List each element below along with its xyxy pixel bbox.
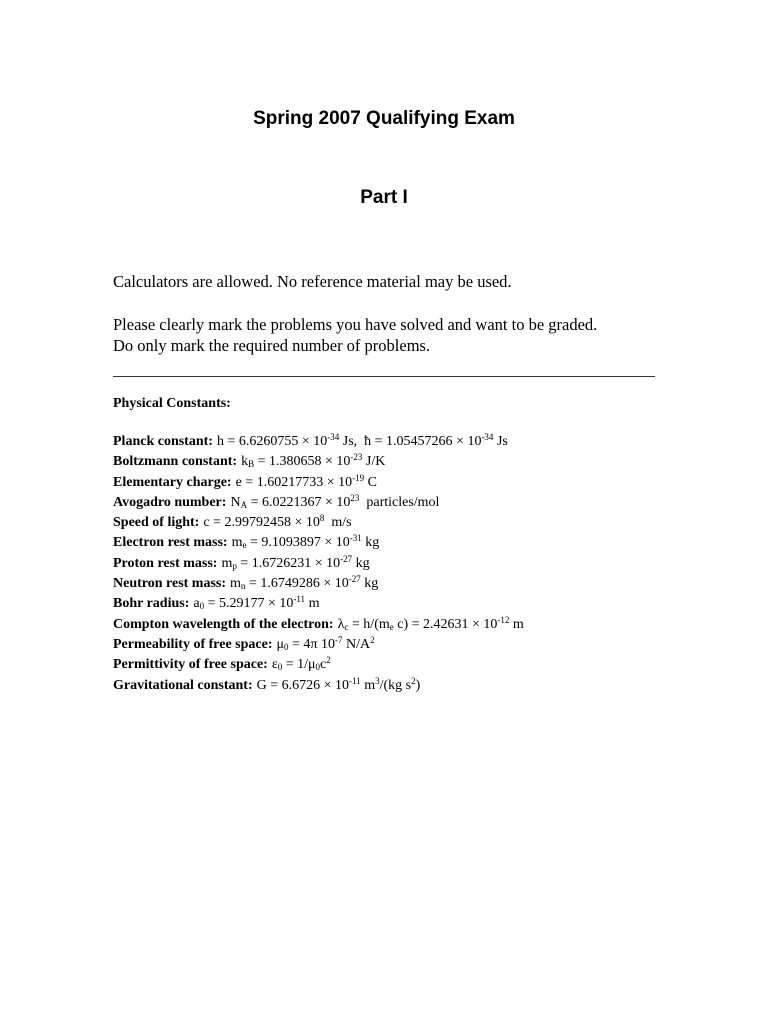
constant-value: $m_n = 1.6749286 \times 10^{-27}$ kg: [230, 574, 379, 592]
constant-label: Electron rest mass:: [113, 535, 228, 551]
constants-heading: Physical Constants:: [113, 396, 231, 411]
constant-label: Permittivity of free space:: [113, 657, 268, 673]
constant-value: $\mu_0 = 4\pi$ $10^{-7}$ $N/A^2$: [276, 634, 375, 652]
instruction-calculators: Calculators are allowed. No reference material may be used.: [113, 272, 512, 291]
constant-row: [113, 452, 673, 472]
constant-value: $G = 6.6726 \times 10^{-11}$ $m^3/(kg$ $s^2$): [256, 675, 421, 693]
constant-value: $m_p = 1.6726231 \times 10^{-27}$ kg: [221, 553, 370, 571]
instruction-mark-problems: Please clearly mark the problems you have solved and want to be graded.: [113, 315, 598, 334]
constant-label: Compton wavelength of the electron:: [113, 616, 334, 632]
constant-row: [113, 554, 673, 574]
constant-label: Elementary charge:: [113, 474, 232, 490]
constant-label: Proton rest mass:: [113, 555, 218, 571]
constant-label: Gravitational constant:: [113, 677, 253, 693]
constant-row: [113, 493, 673, 513]
exam-title: Spring 2007 Qualifying Exam: [253, 108, 515, 129]
constant-row: [113, 635, 673, 655]
constant-label: Boltzmann constant:: [113, 454, 238, 470]
constant-row: [113, 432, 673, 452]
constant-row: [113, 533, 673, 553]
constant-value: $a_0 = 5.29177 \times 10^{-11}$ m: [193, 594, 320, 612]
constant-label: Planck constant:: [113, 434, 213, 449]
constant-value: $c = 2.99792458 \times 10^8$ m/s: [203, 513, 352, 531]
constant-value: $m_e = 9.1093897 \times 10^{-31}$ kg: [231, 533, 380, 551]
constant-value: $k_B = 1.380658 \times 10^{-23}$ J/K: [241, 452, 386, 470]
constants-list: [113, 432, 673, 696]
constant-row: [113, 574, 673, 594]
instruction-required-number: Do only mark the required number of problems.: [113, 336, 431, 355]
constant-value: $N_A = 6.0221367 \times 10^{23}$ particles/mol: [230, 492, 440, 510]
constant-label: Permeability of free space:: [113, 636, 273, 652]
constant-row: [113, 615, 673, 635]
constant-value: $\varepsilon_0 = 1/\mu_0c^2$: [271, 655, 331, 673]
constant-value: $h = 6.6260755 \times 10^{-34}$ Js, ħ = $1.05457266 \times 10^{-34}$ Js: [216, 432, 508, 449]
horizontal-divider: [113, 376, 655, 377]
constant-value: $\lambda_c = h/(m_e$ $c) = 2.42631 \times 10^{-12}$ m: [337, 614, 524, 632]
constant-label: Avogadro number:: [113, 494, 227, 510]
constant-label: Neutron rest mass:: [113, 576, 227, 592]
constant-label: Speed of light:: [113, 515, 200, 531]
part-title: Part I: [360, 187, 408, 208]
constant-row: [113, 655, 673, 675]
constant-row: [113, 473, 673, 493]
constant-row: [113, 594, 673, 614]
constant-row: [113, 513, 673, 533]
constant-label: Bohr radius:: [113, 596, 190, 612]
constant-row: [113, 676, 673, 696]
constant-value: $e = 1.60217733 \times 10^{-19}$ C: [235, 472, 377, 490]
